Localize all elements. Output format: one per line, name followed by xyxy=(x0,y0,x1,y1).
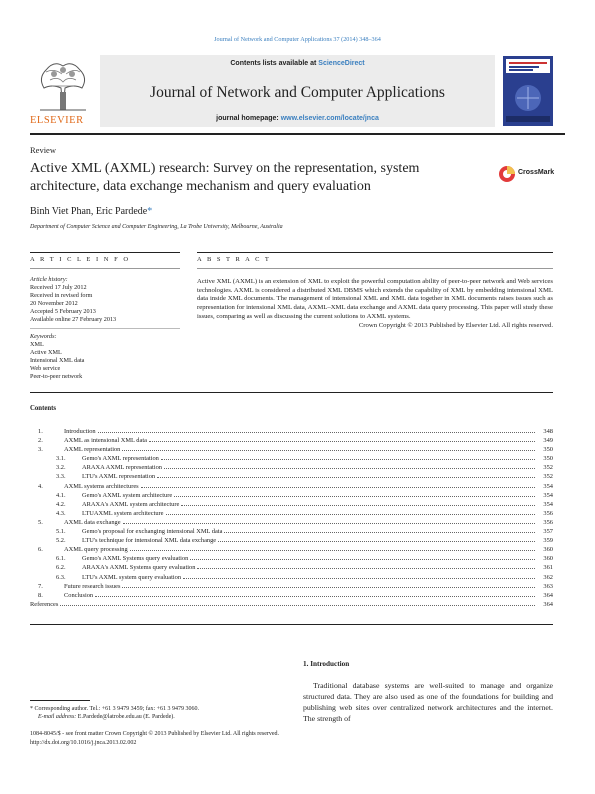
toc-leader-dots xyxy=(183,578,535,579)
footnote xyxy=(30,705,285,721)
abstract-copyright: Crown Copyright © 2013 Published by Elsevier Ltd. All rights reserved. xyxy=(358,321,553,329)
toc-row[interactable] xyxy=(30,537,553,546)
toc-label: Gemo's AXML representation xyxy=(82,455,159,463)
toc-leader-dots xyxy=(149,441,535,442)
toc-number: 4.2. xyxy=(56,500,66,508)
toc-leader-dots xyxy=(122,450,535,451)
contents-top-rule xyxy=(30,392,553,393)
introduction-heading: 1. Introduction xyxy=(303,660,350,668)
toc-leader-dots xyxy=(224,532,535,533)
toc-number: 3. xyxy=(38,446,43,454)
author-names: Binh Viet Phan, Eric Pardede xyxy=(30,206,148,217)
footnote-corresponding: * Corresponding author. Tel.: +61 3 9479 3459; fax: +61 3 9479 3060. xyxy=(30,706,200,712)
header-divider xyxy=(30,133,565,135)
toc-label: LTU's AXML representation xyxy=(82,473,156,481)
keyword-item: Intensional XML data xyxy=(30,357,85,364)
toc-leader-dots xyxy=(130,550,535,551)
journal-homepage-line xyxy=(100,115,495,122)
toc-page-number: 352 xyxy=(543,473,553,481)
keyword-item: XML xyxy=(30,341,44,348)
abstract-top-rule xyxy=(197,252,553,253)
toc-row[interactable] xyxy=(30,473,553,482)
toc-label: AXML data exchange xyxy=(64,518,121,526)
homepage-link[interactable]: www.elsevier.com/locate/jnca xyxy=(280,115,379,122)
toc-leader-dots xyxy=(164,468,535,469)
toc-number: 3.3. xyxy=(56,473,66,481)
contents-bottom-rule xyxy=(30,624,553,625)
toc-row[interactable] xyxy=(30,446,553,455)
toc-row[interactable] xyxy=(30,564,553,573)
keyword-item: Active XML xyxy=(30,349,62,356)
toc-row[interactable] xyxy=(30,583,553,592)
toc-label: AXML as intensional XML data xyxy=(64,437,147,445)
toc-row[interactable] xyxy=(30,546,553,555)
toc-page-number: 349 xyxy=(543,437,553,445)
contents-available-line xyxy=(100,60,495,67)
introduction-body: Traditional database systems are well-suited to manage and organize structured data. They are also used as one of the foundations for building and publishing web sites over centralized network architectures and the internet. The strength of xyxy=(303,681,553,723)
journal-title: Journal of Network and Computer Applications xyxy=(150,84,445,101)
article-info-sub-rule xyxy=(30,268,180,269)
history-item: Received in revised form xyxy=(30,292,93,299)
keyword-item: Web service xyxy=(30,365,61,372)
toc-leader-dots xyxy=(95,596,535,597)
toc-label: AXML systems architectures xyxy=(64,482,139,490)
bottom-meta xyxy=(30,730,279,747)
toc-label: References xyxy=(30,600,59,608)
journal-reference-line[interactable]: Journal of Network and Computer Applications 37 (2014) 348–364 xyxy=(214,36,381,43)
toc-label: AXML query processing xyxy=(64,546,128,554)
article-info-top-rule xyxy=(30,252,180,253)
toc-label: LTU's AXML system query evaluation xyxy=(82,573,182,581)
toc-number: 3.1. xyxy=(56,455,66,463)
homepage-prefix: journal homepage: xyxy=(216,115,281,122)
abstract-heading: A B S T R A C T xyxy=(197,256,271,263)
toc-number: 4. xyxy=(38,482,43,490)
history-item: Available online 27 February 2013 xyxy=(30,316,117,323)
article-info-heading: A R T I C L E I N F O xyxy=(30,256,131,263)
toc-number: 1. xyxy=(38,428,43,435)
toc-label: AXML representation xyxy=(64,446,121,454)
toc-page-number: 364 xyxy=(543,591,553,599)
toc-label: LTU's technique for intensional XML data exchange xyxy=(82,537,217,545)
toc-leader-dots xyxy=(122,587,535,588)
toc-label: LTUAXML system architecture xyxy=(82,509,164,517)
issn-line: 1084-8045/$ - see front matter Crown Copyright © 2013 Published by Elsevier Ltd. All rights reserved. xyxy=(30,731,280,737)
corresponding-author-marker[interactable]: * xyxy=(147,206,153,217)
abstract-text: Active XML (AXML) is an extension of XML to exploit the powerful computation ability of peer-to-peer network and Web services technologies. AXML is considered a distributed XML DBMS which extends the capability of XML by embedding intensional XML data inside XML documents. The management of intensional XML and XML data together in XML documents raises issues such as representation for intensional XML data, AXML–XML data exchange and AXML data query processing. This paper will study these issues, comparing as well as discussing the current solutions to AXML systems. xyxy=(197,278,553,320)
contents-available-prefix: Contents lists available at xyxy=(230,60,319,67)
toc-number: 7. xyxy=(38,582,43,590)
toc-leader-dots xyxy=(157,477,535,478)
table-of-contents xyxy=(30,428,553,610)
toc-page-number: 354 xyxy=(543,491,553,499)
toc-label: Future research issues xyxy=(64,582,121,590)
author-affiliation: Department of Computer Science and Computer Engineering, La Trobe University, Melbourne, Australia xyxy=(30,224,283,230)
sciencedirect-link[interactable]: ScienceDirect xyxy=(318,60,365,67)
toc-row[interactable] xyxy=(30,592,553,601)
keyword-item: Peer-to-peer network xyxy=(30,373,83,380)
toc-label: Conclusion xyxy=(64,591,94,599)
toc-row[interactable] xyxy=(30,510,553,519)
toc-page-number: 363 xyxy=(543,582,553,590)
toc-row[interactable] xyxy=(30,455,553,464)
toc-page-number: 364 xyxy=(543,600,553,608)
toc-page-number: 350 xyxy=(543,446,553,454)
crossmark-label: CrossMark xyxy=(518,169,555,176)
history-label: Article history: xyxy=(30,276,68,283)
toc-number: 3.2. xyxy=(56,464,66,472)
toc-page-number: 354 xyxy=(543,500,553,508)
abstract-body xyxy=(197,278,553,330)
toc-row[interactable] xyxy=(30,492,553,501)
toc-leader-dots xyxy=(141,487,535,488)
toc-row[interactable] xyxy=(30,574,553,583)
toc-page-number: 357 xyxy=(543,528,553,536)
toc-number: 4.3. xyxy=(56,509,66,517)
elsevier-tree-logo-icon xyxy=(32,58,94,114)
toc-number: 5.1. xyxy=(56,528,66,536)
author-list xyxy=(30,206,152,217)
toc-row[interactable] xyxy=(30,428,553,437)
history-item: Accepted 5 February 2013 xyxy=(30,308,96,315)
toc-leader-dots xyxy=(197,568,535,569)
toc-leader-dots xyxy=(174,496,535,497)
article-history xyxy=(30,276,180,324)
toc-row[interactable] xyxy=(30,601,553,610)
toc-number: 6.1. xyxy=(56,555,66,563)
toc-label: ARAXA's AXML Systems query evaluation xyxy=(82,564,196,572)
toc-number: 6. xyxy=(38,546,43,554)
toc-row[interactable] xyxy=(30,464,553,473)
toc-label: Gemo's AXML system architecture xyxy=(82,491,173,499)
toc-row[interactable] xyxy=(30,437,553,446)
toc-label: Gemo's AXML Systems query evaluation xyxy=(82,555,189,563)
footnote-email-label: E-mail address: xyxy=(38,714,77,720)
toc-label: ARAXA's AXML system architecture xyxy=(82,500,180,508)
toc-page-number: 359 xyxy=(543,537,553,545)
toc-page-number: 352 xyxy=(543,464,553,472)
toc-page-number: 360 xyxy=(543,546,553,554)
toc-leader-dots xyxy=(161,459,535,460)
journal-cover-icon xyxy=(503,56,553,126)
toc-row[interactable] xyxy=(30,501,553,510)
toc-leader-dots xyxy=(166,514,535,515)
toc-leader-dots xyxy=(123,523,535,524)
keywords-divider xyxy=(30,328,180,329)
contents-heading: Contents xyxy=(30,405,57,412)
keywords-label: Keywords: xyxy=(30,333,57,340)
toc-page-number: 361 xyxy=(543,564,553,572)
toc-row[interactable] xyxy=(30,555,553,564)
toc-leader-dots xyxy=(98,432,535,433)
article-type: Review xyxy=(30,145,56,155)
toc-row[interactable] xyxy=(30,528,553,537)
toc-number: 2. xyxy=(38,437,43,445)
toc-label: Gemo's proposal for exchanging intensional XML data xyxy=(82,528,223,536)
article-title: Active XML (AXML) research: Survey on the representation, system architecture, data exchange mechanism and query evaluation xyxy=(30,161,420,194)
toc-number: 4.1. xyxy=(56,491,66,499)
toc-leader-dots xyxy=(218,541,535,542)
crossmark-badge[interactable] xyxy=(498,164,558,184)
toc-row[interactable] xyxy=(30,519,553,528)
history-item: 20 November 2012 xyxy=(30,300,78,307)
footnote-rule xyxy=(30,700,90,701)
toc-page-number: 348 xyxy=(543,428,553,435)
footnote-email[interactable]: E.Pardede@latrobe.edu.au (E. Pardede). xyxy=(77,714,175,720)
elsevier-wordmark: ELSEVIER xyxy=(30,115,84,126)
toc-number: 8. xyxy=(38,591,43,599)
toc-page-number: 360 xyxy=(543,555,553,563)
toc-page-number: 354 xyxy=(543,482,553,490)
toc-page-number: 356 xyxy=(543,518,553,526)
toc-number: 6.3. xyxy=(56,573,66,581)
toc-page-number: 350 xyxy=(543,455,553,463)
toc-number: 5. xyxy=(38,518,43,526)
toc-page-number: 362 xyxy=(543,573,553,581)
toc-page-number: 356 xyxy=(543,509,553,517)
toc-number: 5.2. xyxy=(56,537,66,545)
toc-leader-dots xyxy=(190,559,535,560)
toc-label: Introduction xyxy=(64,428,96,435)
toc-label: ARAXA AXML representation xyxy=(82,464,162,472)
abstract-sub-rule xyxy=(197,268,553,269)
toc-leader-dots xyxy=(181,505,535,506)
doi-link[interactable]: http://dx.doi.org/10.1016/j.jnca.2013.02.002 xyxy=(30,739,137,746)
toc-number: 6.2. xyxy=(56,564,66,572)
toc-row[interactable] xyxy=(30,483,553,492)
keywords-block xyxy=(30,333,180,381)
toc-leader-dots xyxy=(60,605,535,606)
history-item: Received 17 July 2012 xyxy=(30,284,87,291)
